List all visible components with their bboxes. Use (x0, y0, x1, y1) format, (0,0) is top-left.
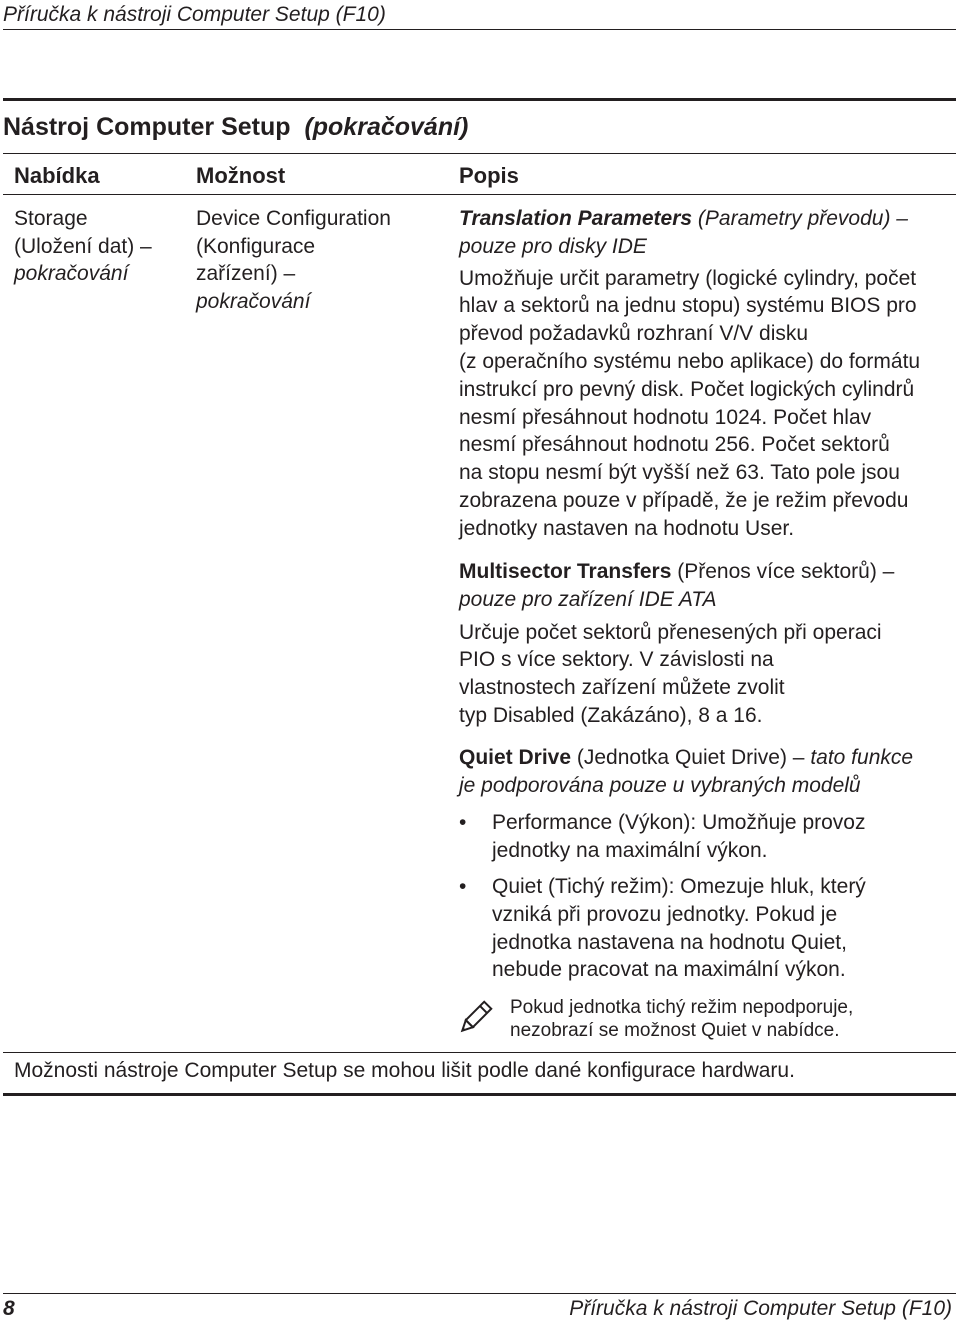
translation-title-rest: (Parametry převodu) – (692, 207, 908, 230)
menu-cell-line: pokračování (14, 262, 129, 286)
table-bottom-rule (3, 1052, 956, 1053)
multisector-line: PIO s více sektory. V závislosti na (459, 648, 774, 672)
bullet-line: jednotky na maximální výkon. (492, 838, 768, 862)
option-cell-line: zařízení) – (196, 262, 296, 286)
page-number: 8 (3, 1297, 15, 1320)
multisector-subtitle: pouze pro zařízení IDE ATA (459, 587, 717, 611)
column-header-option: Možnost (196, 163, 286, 188)
translation-line: na stopu nesmí být vyšší než 63. Tato pole jsou (459, 461, 900, 485)
column-header-menu: Nabídka (14, 163, 100, 188)
translation-line: nesmí přesáhnout hodnotu 1024. Počet hlav (459, 405, 872, 429)
note-line: Pokud jednotka tichý režim nepodporuje, (510, 997, 854, 1018)
section-title (3, 110, 468, 144)
bullet-line: Performance (Výkon): Umožňuje provoz (492, 811, 866, 834)
multisector-transfers-entry (459, 558, 949, 730)
header-rule (3, 29, 956, 30)
note-text (510, 997, 853, 1042)
quiet-title-bold: Quiet Drive (459, 746, 572, 769)
bullet-symbol: • (459, 875, 467, 898)
bullet-item (492, 873, 932, 984)
bullet-line: Quiet (Tichý režim): Omezuje hluk, který (492, 875, 866, 898)
option-cell-line: (Konfigurace (196, 234, 316, 258)
translation-line: Umožňuje určit parametry (logické cylindry, počet (459, 266, 917, 290)
translation-title (459, 205, 949, 233)
translation-title-bold: Translation Parameters (459, 207, 693, 230)
translation-line: jednotky nastaven na hodnotu User. (459, 516, 795, 540)
section-title-main: Nástroj Computer Setup (3, 113, 291, 141)
translation-subtitle: pouze pro disky IDE (459, 234, 647, 258)
multisector-title (459, 558, 949, 586)
multisector-line: Určuje počet sektorů přenesených při operaci (459, 620, 882, 644)
bullet-symbol: • (459, 811, 467, 834)
option-cell-line: Device Configuration (196, 207, 391, 230)
translation-line: (z operačního systému nebo aplikace) do formátu (459, 349, 921, 373)
translation-line: hlav a sektorů na jednu stopu) systému BIOS pro (459, 294, 917, 318)
translation-line: převod požadavků rozhraní V/V disku (459, 322, 809, 346)
multisector-title-rest: (Přenos více sektorů) – (671, 560, 895, 583)
bullet-item (492, 809, 932, 865)
section-top-rule (3, 98, 956, 101)
section-bottom-rule (3, 1093, 956, 1096)
translation-line: nesmí přesáhnout hodnotu 256. Počet sektorů (459, 433, 890, 457)
quiet-title-rest: (Jednotka Quiet Drive) – (571, 746, 811, 769)
section-title-suffix: (pokračování) (304, 113, 469, 141)
translation-line: instrukcí pro pevný disk. Počet logických cylindrů (459, 377, 915, 401)
translation-line: zobrazena pouze v případě, že je režim převodu (459, 488, 909, 512)
bullet-line: nebude pracovat na maximální výkon. (492, 958, 846, 982)
footnote: Možnosti nástroje Computer Setup se mohou lišit podle dané konfigurace hardwaru. (14, 1059, 795, 1082)
running-header: Příručka k nástroji Computer Setup (F10) (3, 3, 386, 26)
table-header-rule (3, 194, 956, 195)
pencil-icon (455, 998, 495, 1038)
option-cell-line: pokračování (196, 290, 311, 314)
translation-parameters-entry (459, 205, 949, 543)
bullet-line: jednotka nastavena na hodnotu Quiet, (492, 930, 847, 954)
menu-cell (14, 205, 152, 288)
footer-rule (3, 1293, 956, 1294)
quiet-title-italic: tato funkce (810, 746, 914, 769)
option-cell (196, 205, 391, 316)
multisector-title-bold: Multisector Transfers (459, 560, 672, 583)
menu-cell-line: (Uložení dat) – (14, 234, 152, 258)
quiet-subtitle: je podporována pouze u vybraných modelů (459, 773, 861, 797)
multisector-line: typ Disabled (Zakázáno), 8 a 16. (459, 703, 763, 727)
quiet-drive-entry (459, 744, 949, 800)
menu-cell-line: Storage (14, 207, 88, 230)
multisector-line: vlastnostech zařízení můžete zvolit (459, 676, 785, 700)
column-header-description: Popis (459, 163, 519, 188)
table-top-rule (3, 153, 956, 154)
note-line: nezobrazí se možnost Quiet v nabídce. (510, 1019, 840, 1041)
bullet-line: vzniká při provozu jednotky. Pokud je (492, 902, 838, 926)
quiet-title (459, 744, 949, 772)
footer-title: Příručka k nástroji Computer Setup (F10) (569, 1297, 952, 1320)
